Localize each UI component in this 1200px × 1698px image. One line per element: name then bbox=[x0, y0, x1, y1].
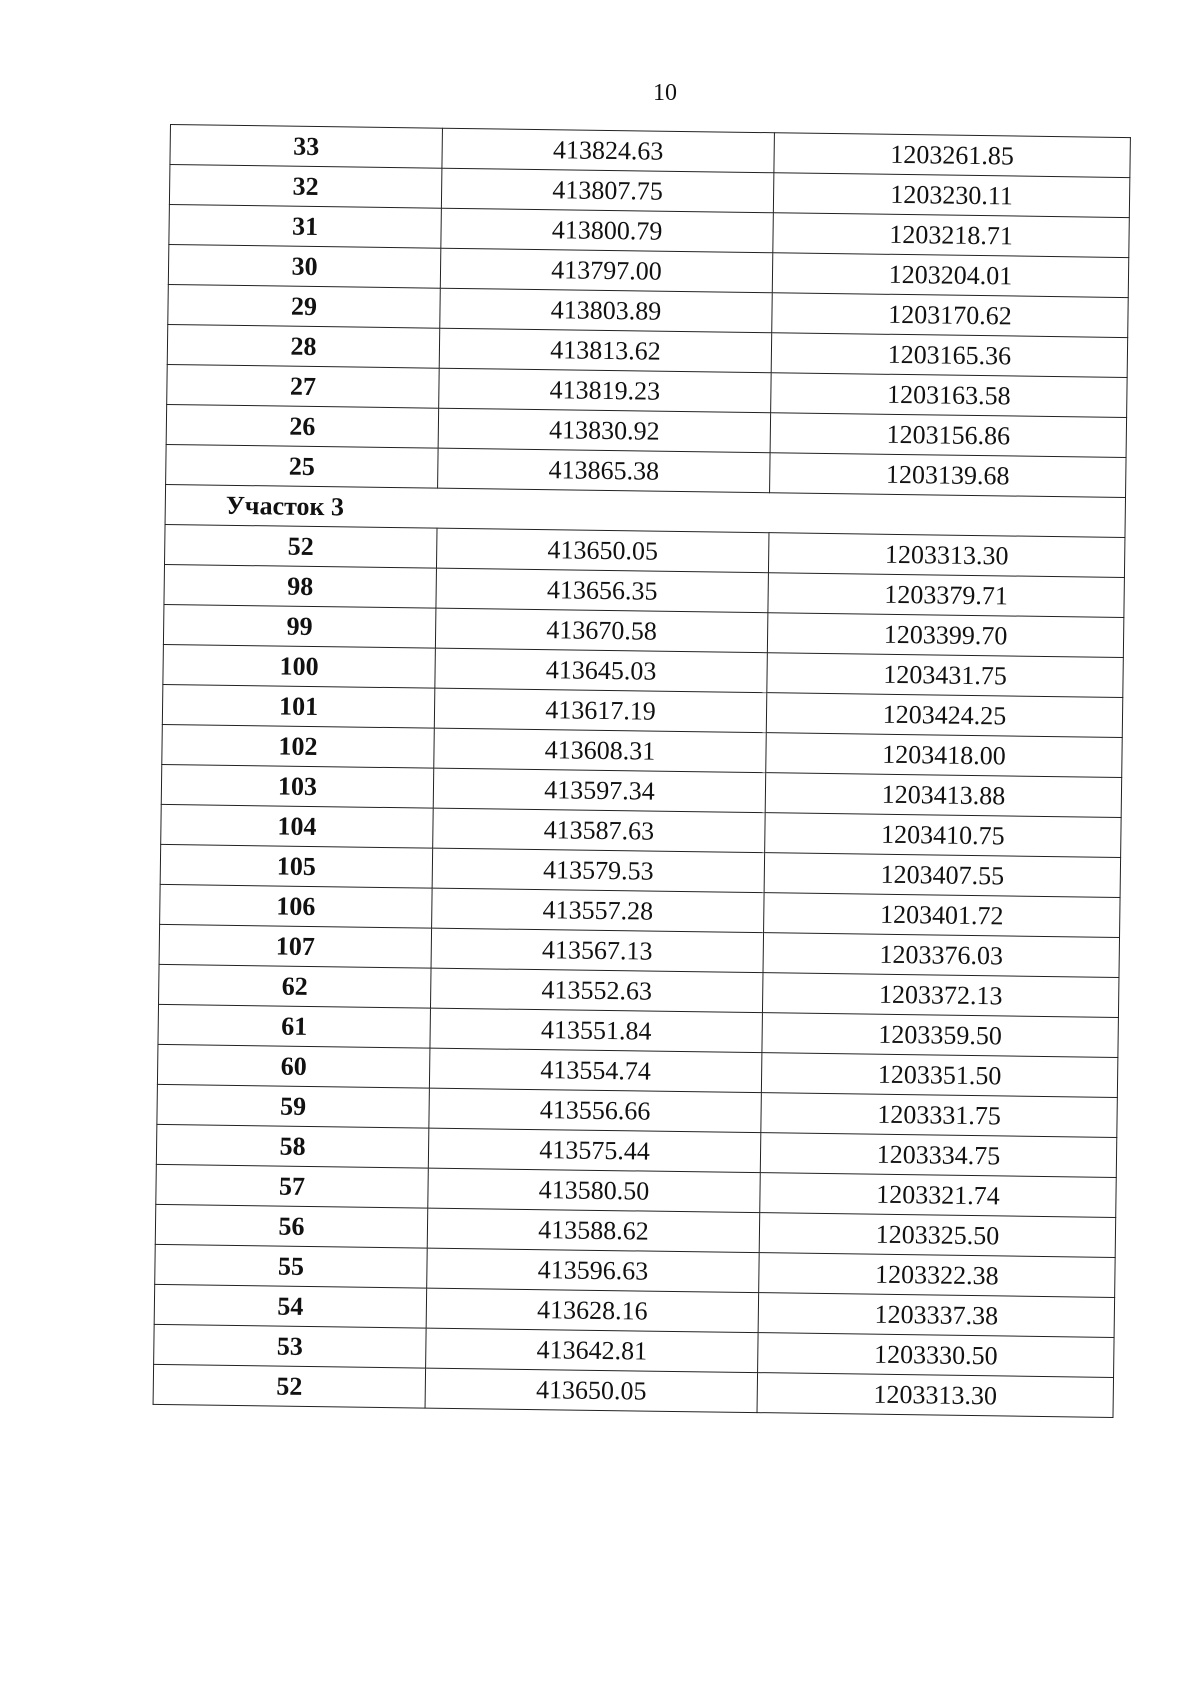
y-coordinate-cell: 1203376.03 bbox=[763, 933, 1120, 978]
point-number-cell: 103 bbox=[161, 764, 434, 808]
y-coordinate-cell: 1203325.50 bbox=[759, 1213, 1116, 1258]
y-coordinate-cell: 1203399.70 bbox=[767, 613, 1124, 658]
y-coordinate-cell: 1203331.75 bbox=[761, 1093, 1118, 1138]
coordinates-table-body bbox=[153, 125, 1130, 1418]
point-number-cell: 101 bbox=[162, 684, 435, 728]
x-coordinate-cell: 413645.03 bbox=[435, 648, 768, 693]
page-number: 10 bbox=[653, 80, 677, 106]
x-coordinate-cell: 413819.23 bbox=[439, 368, 772, 413]
point-number-cell: 105 bbox=[160, 844, 433, 888]
point-number-cell: 56 bbox=[155, 1204, 428, 1248]
point-number-cell: 102 bbox=[162, 724, 435, 768]
x-coordinate-cell: 413670.58 bbox=[435, 608, 768, 653]
point-number-cell: 30 bbox=[168, 244, 441, 288]
y-coordinate-cell: 1203410.75 bbox=[765, 813, 1122, 858]
y-coordinate-cell: 1203359.50 bbox=[762, 1013, 1119, 1058]
section-label: Участок 3 bbox=[165, 484, 1125, 537]
y-coordinate-cell: 1203330.50 bbox=[758, 1333, 1115, 1378]
x-coordinate-cell: 413617.19 bbox=[434, 688, 767, 733]
y-coordinate-cell: 1203351.50 bbox=[761, 1053, 1118, 1098]
x-coordinate-cell: 413554.74 bbox=[429, 1048, 762, 1093]
y-coordinate-cell: 1203230.11 bbox=[773, 173, 1130, 218]
y-coordinate-cell: 1203413.88 bbox=[765, 773, 1122, 818]
coordinates-table bbox=[153, 124, 1131, 1418]
point-number-cell: 31 bbox=[169, 204, 442, 248]
x-coordinate-cell: 413596.63 bbox=[427, 1248, 760, 1293]
coordinates-sheet bbox=[153, 124, 1130, 1418]
y-coordinate-cell: 1203424.25 bbox=[766, 693, 1123, 738]
y-coordinate-cell: 1203431.75 bbox=[767, 653, 1124, 698]
point-number-cell: 57 bbox=[156, 1164, 429, 1208]
y-coordinate-cell: 1203163.58 bbox=[771, 373, 1128, 418]
y-coordinate-cell: 1203334.75 bbox=[760, 1133, 1117, 1178]
point-number-cell: 58 bbox=[156, 1124, 429, 1168]
point-number-cell: 52 bbox=[153, 1364, 426, 1408]
x-coordinate-cell: 413575.44 bbox=[428, 1128, 761, 1173]
y-coordinate-cell: 1203170.62 bbox=[772, 293, 1129, 338]
x-coordinate-cell: 413656.35 bbox=[436, 568, 769, 613]
x-coordinate-cell: 413830.92 bbox=[438, 408, 771, 453]
point-number-cell: 33 bbox=[170, 125, 443, 169]
point-number-cell: 28 bbox=[167, 324, 440, 368]
point-number-cell: 32 bbox=[169, 165, 442, 209]
point-number-cell: 100 bbox=[163, 644, 436, 688]
x-coordinate-cell: 413551.84 bbox=[430, 1008, 763, 1053]
x-coordinate-cell: 413588.62 bbox=[427, 1208, 760, 1253]
point-number-cell: 26 bbox=[166, 404, 439, 448]
x-coordinate-cell: 413807.75 bbox=[441, 168, 774, 213]
y-coordinate-cell: 1203372.13 bbox=[762, 973, 1119, 1018]
point-number-cell: 106 bbox=[160, 884, 433, 928]
x-coordinate-cell: 413580.50 bbox=[428, 1168, 761, 1213]
y-coordinate-cell: 1203379.71 bbox=[768, 573, 1125, 618]
x-coordinate-cell: 413597.34 bbox=[433, 768, 766, 813]
point-number-cell: 52 bbox=[165, 524, 438, 568]
y-coordinate-cell: 1203261.85 bbox=[774, 133, 1131, 178]
x-coordinate-cell: 413587.63 bbox=[433, 808, 766, 853]
y-coordinate-cell: 1203156.86 bbox=[770, 413, 1127, 458]
point-number-cell: 62 bbox=[159, 964, 432, 1008]
x-coordinate-cell: 413824.63 bbox=[442, 128, 775, 173]
point-number-cell: 99 bbox=[163, 604, 436, 648]
x-coordinate-cell: 413608.31 bbox=[434, 728, 767, 773]
point-number-cell: 107 bbox=[159, 924, 432, 968]
y-coordinate-cell: 1203204.01 bbox=[772, 253, 1129, 298]
x-coordinate-cell: 413800.79 bbox=[441, 208, 774, 253]
x-coordinate-cell: 413567.13 bbox=[431, 928, 764, 973]
x-coordinate-cell: 413865.38 bbox=[438, 448, 771, 493]
x-coordinate-cell: 413803.89 bbox=[440, 288, 773, 333]
x-coordinate-cell: 413556.66 bbox=[429, 1088, 762, 1133]
point-number-cell: 60 bbox=[157, 1044, 430, 1088]
x-coordinate-cell: 413642.81 bbox=[426, 1328, 759, 1373]
y-coordinate-cell: 1203418.00 bbox=[766, 733, 1123, 778]
point-number-cell: 54 bbox=[154, 1284, 427, 1328]
x-coordinate-cell: 413797.00 bbox=[440, 248, 773, 293]
point-number-cell: 98 bbox=[164, 564, 437, 608]
y-coordinate-cell: 1203322.38 bbox=[759, 1253, 1116, 1298]
x-coordinate-cell: 413552.63 bbox=[430, 968, 763, 1013]
point-number-cell: 61 bbox=[158, 1004, 431, 1048]
y-coordinate-cell: 1203313.30 bbox=[757, 1373, 1114, 1418]
y-coordinate-cell: 1203313.30 bbox=[768, 533, 1125, 578]
x-coordinate-cell: 413650.05 bbox=[425, 1368, 758, 1413]
x-coordinate-cell: 413579.53 bbox=[432, 848, 765, 893]
point-number-cell: 59 bbox=[157, 1084, 430, 1128]
x-coordinate-cell: 413650.05 bbox=[436, 528, 769, 573]
point-number-cell: 25 bbox=[166, 444, 439, 488]
x-coordinate-cell: 413557.28 bbox=[432, 888, 765, 933]
y-coordinate-cell: 1203337.38 bbox=[758, 1293, 1115, 1338]
point-number-cell: 53 bbox=[154, 1324, 427, 1368]
point-number-cell: 27 bbox=[167, 364, 440, 408]
x-coordinate-cell: 413628.16 bbox=[426, 1288, 759, 1333]
y-coordinate-cell: 1203139.68 bbox=[770, 453, 1127, 498]
point-number-cell: 29 bbox=[168, 284, 441, 328]
y-coordinate-cell: 1203401.72 bbox=[764, 893, 1121, 938]
point-number-cell: 104 bbox=[161, 804, 434, 848]
y-coordinate-cell: 1203321.74 bbox=[760, 1173, 1117, 1218]
y-coordinate-cell: 1203165.36 bbox=[771, 333, 1128, 378]
y-coordinate-cell: 1203218.71 bbox=[773, 213, 1130, 258]
y-coordinate-cell: 1203407.55 bbox=[764, 853, 1121, 898]
x-coordinate-cell: 413813.62 bbox=[439, 328, 772, 373]
point-number-cell: 55 bbox=[155, 1244, 428, 1288]
